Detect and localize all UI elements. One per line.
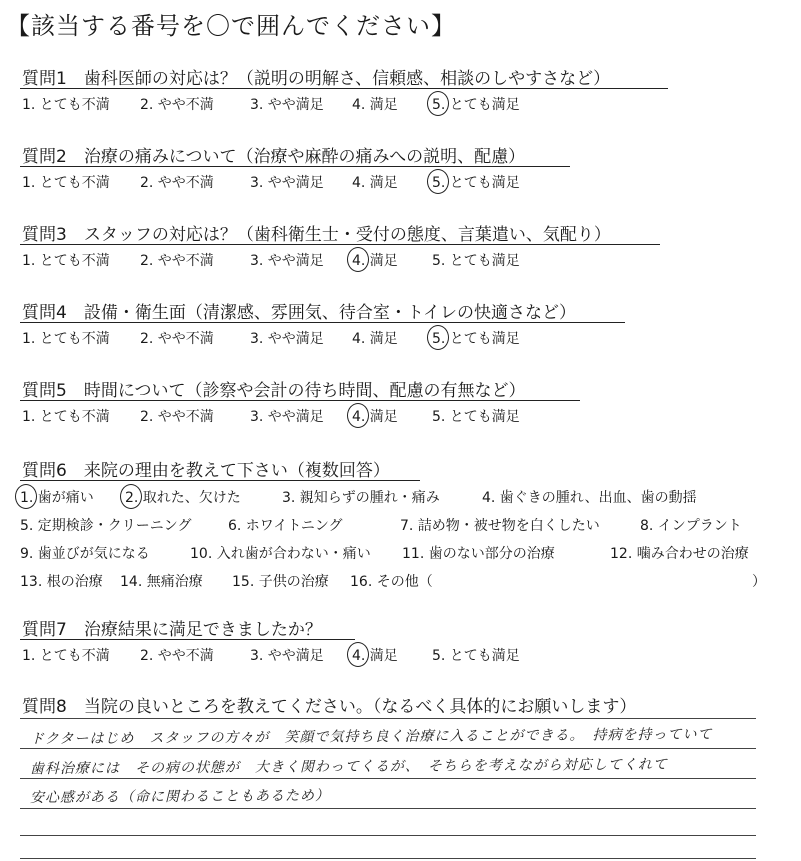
- option-label: 歯並びが気になる: [33, 546, 150, 562]
- reason-option-6[interactable]: [228, 515, 343, 535]
- reason-option-13[interactable]: [20, 571, 103, 591]
- option-number: 7.: [400, 518, 414, 534]
- option-number: 2.: [125, 490, 138, 506]
- option-number: 2.: [140, 648, 154, 664]
- option-number: 1.: [22, 97, 36, 113]
- selected-circle-mark: [347, 247, 369, 272]
- question-1-title: 質問1 歯科医師の対応は？（説明の明解さ、信頼感、相談のしやすさなど）: [22, 69, 611, 89]
- q1-option-2[interactable]: [140, 94, 214, 114]
- q3-option-5[interactable]: [432, 250, 520, 270]
- option-label: 満足: [365, 648, 398, 664]
- q4-option-3[interactable]: [250, 328, 324, 348]
- question-3-title: 質問3 スタッフの対応は？（歯科衛生士・受付の態度、言葉遣い、気配り）: [22, 225, 611, 245]
- q4-option-5[interactable]: [432, 328, 520, 348]
- reason-option-12[interactable]: [610, 543, 749, 563]
- q3-option-3[interactable]: [250, 250, 324, 270]
- answer-line: [20, 718, 756, 719]
- option-number: 10.: [190, 546, 213, 562]
- option-number: 13.: [20, 574, 43, 590]
- option-number: 5.: [432, 97, 445, 113]
- answer-line: [20, 835, 756, 836]
- option-label: とても不満: [35, 97, 110, 113]
- option-number: 5.: [20, 518, 34, 534]
- option-label: 定期検診・クリーニング: [33, 518, 192, 534]
- handwritten-answer-line: 歯科治療には その病の状態が 大きく関わってくるが、 そちらを考えながら対応してくれて: [29, 756, 668, 778]
- q4-option-4[interactable]: [352, 328, 398, 348]
- option-label: とても不満: [35, 648, 110, 664]
- option-number: 1.: [22, 409, 36, 425]
- option-label: とても満足: [445, 175, 520, 191]
- q1-option-5[interactable]: [432, 94, 520, 114]
- option-label: 満足: [365, 331, 398, 347]
- option-number: 3.: [250, 409, 264, 425]
- answer-line: [20, 748, 756, 749]
- option-label: 満足: [365, 409, 398, 425]
- option-number: 3.: [250, 648, 264, 664]
- option-number: 6.: [228, 518, 242, 534]
- q5-option-3[interactable]: [250, 406, 324, 426]
- q7-option-5[interactable]: [432, 645, 520, 665]
- question-underline: [20, 480, 420, 481]
- option-number: 2.: [140, 409, 154, 425]
- option-number: 9.: [20, 546, 34, 562]
- q4-option-2[interactable]: [140, 328, 214, 348]
- option-label: 歯ぐきの腫れ、出血、歯の動揺: [495, 490, 697, 506]
- q3-option-2[interactable]: [140, 250, 214, 270]
- option-label: やや不満: [153, 409, 214, 425]
- option-label: やや満足: [263, 253, 324, 269]
- question-underline: [20, 88, 668, 89]
- option-label: やや満足: [263, 97, 324, 113]
- option-label: 取れた、欠けた: [138, 490, 241, 506]
- q3-option-4[interactable]: [352, 250, 398, 270]
- option-label: やや満足: [263, 175, 324, 191]
- option-number: 3.: [250, 331, 264, 347]
- q7-option-3[interactable]: [250, 645, 324, 665]
- option-number: 3.: [250, 97, 264, 113]
- option-number: 1.: [22, 648, 36, 664]
- reason-option-1[interactable]: [20, 487, 94, 507]
- option-number: 5.: [432, 331, 445, 347]
- option-number: 11.: [402, 546, 425, 562]
- option-label: やや不満: [153, 97, 214, 113]
- q5-option-5[interactable]: [432, 406, 520, 426]
- q7-option-4[interactable]: [352, 645, 398, 665]
- option-number: 2.: [140, 97, 154, 113]
- handwritten-answer-line: 安心感がある（命に関わることもあるため）: [29, 787, 331, 807]
- reason-option-11[interactable]: [402, 543, 555, 563]
- option-number: 4.: [352, 409, 365, 425]
- option-number: 3.: [282, 490, 296, 506]
- reason-option-9[interactable]: [20, 543, 150, 563]
- selected-circle-mark: [427, 325, 449, 350]
- option-label: 歯のない部分の治療: [424, 546, 555, 562]
- q2-option-5[interactable]: [432, 172, 520, 192]
- option-label: 満足: [365, 253, 398, 269]
- reason-close-paren: ）: [752, 574, 766, 590]
- option-label: 無痛治療: [142, 574, 203, 590]
- option-label: とても不満: [35, 175, 110, 191]
- question-8-title: 質問8 当院の良いところを教えてください。（なるべく具体的にお願いします）: [22, 697, 637, 717]
- option-label: その他（: [372, 574, 433, 590]
- option-label: とても満足: [445, 648, 520, 664]
- option-label: とても不満: [35, 331, 110, 347]
- option-number: 4.: [352, 97, 366, 113]
- option-number: 5.: [432, 175, 445, 191]
- question-6-title: 質問6 来院の理由を教えて下さい（複数回答）: [22, 461, 390, 481]
- option-number: 4.: [352, 648, 365, 664]
- q1-option-4[interactable]: [352, 94, 398, 114]
- option-label: やや満足: [263, 409, 324, 425]
- option-label: 入れ歯が合わない・痛い: [212, 546, 371, 562]
- option-number: 12.: [610, 546, 633, 562]
- q1-option-3[interactable]: [250, 94, 324, 114]
- q3-option-1[interactable]: [22, 250, 110, 270]
- option-number: 5.: [432, 648, 446, 664]
- selected-circle-mark: [427, 91, 449, 116]
- option-label: 噛み合わせの治療: [632, 546, 749, 562]
- option-label: 歯が痛い: [33, 490, 94, 506]
- option-number: 4.: [352, 253, 365, 269]
- option-label: インプラント: [653, 518, 742, 534]
- question-underline: [20, 322, 625, 323]
- option-label: やや不満: [153, 648, 214, 664]
- question-underline: [20, 166, 570, 167]
- option-label: とても満足: [445, 253, 520, 269]
- option-label: やや不満: [153, 175, 214, 191]
- reason-option-8[interactable]: [640, 515, 742, 535]
- q5-option-1[interactable]: [22, 406, 110, 426]
- option-label: 満足: [365, 97, 398, 113]
- option-label: やや不満: [153, 331, 214, 347]
- option-number: 4.: [352, 331, 366, 347]
- option-number: 1.: [22, 175, 36, 191]
- answer-line: [20, 808, 756, 809]
- option-label: やや満足: [263, 331, 324, 347]
- option-label: とても満足: [445, 97, 520, 113]
- option-number: 2.: [140, 331, 154, 347]
- option-label: とても不満: [35, 409, 110, 425]
- option-label: やや不満: [153, 253, 214, 269]
- option-number: 4.: [482, 490, 496, 506]
- q2-option-3[interactable]: [250, 172, 324, 192]
- q7-option-1[interactable]: [22, 645, 110, 665]
- option-number: 15.: [232, 574, 255, 590]
- option-label: ホワイトニング: [241, 518, 343, 534]
- question-7-title: 質問7 治療結果に満足できましたか？: [22, 620, 322, 640]
- q2-option-1[interactable]: [22, 172, 110, 192]
- option-label: とても満足: [445, 409, 520, 425]
- reason-option-7[interactable]: [400, 515, 600, 535]
- option-number: 2.: [140, 175, 154, 191]
- reason-option-3[interactable]: [282, 487, 440, 507]
- q1-option-1[interactable]: [22, 94, 110, 114]
- question-underline: [20, 244, 660, 245]
- reason-option-16[interactable]: [350, 571, 433, 591]
- q4-option-1[interactable]: [22, 328, 110, 348]
- question-2-title: 質問2 治療の痛みについて（治療や麻酔の痛みへの説明、配慮）: [22, 147, 526, 167]
- option-number: 5.: [432, 409, 446, 425]
- selected-circle-mark: [120, 484, 142, 509]
- option-label: とても満足: [445, 331, 520, 347]
- option-number: 14.: [120, 574, 143, 590]
- answer-line: [20, 778, 756, 779]
- q5-option-2[interactable]: [140, 406, 214, 426]
- question-underline: [20, 639, 355, 640]
- option-number: 1.: [22, 331, 36, 347]
- reason-option-2[interactable]: [125, 487, 241, 507]
- option-number: 3.: [250, 175, 264, 191]
- q2-option-4[interactable]: [352, 172, 398, 192]
- selected-circle-mark: [347, 403, 369, 428]
- option-number: 1.: [20, 490, 33, 506]
- option-label: 詰め物・被せ物を白くしたい: [413, 518, 600, 534]
- q7-option-2[interactable]: [140, 645, 214, 665]
- question-4-title: 質問4 設備・衛生面（清潔感、雰囲気、待合室・トイレの快適さなど）: [22, 303, 576, 323]
- question-5-title: 質問5 時間について（診察や会計の待ち時間、配慮の有無など）: [22, 381, 526, 401]
- option-number: 1.: [22, 253, 36, 269]
- question-underline: [20, 400, 580, 401]
- reason-option-4[interactable]: [482, 487, 697, 507]
- q2-option-2[interactable]: [140, 172, 214, 192]
- selected-circle-mark: [347, 642, 369, 667]
- option-number: 5.: [432, 253, 446, 269]
- option-number: 16.: [350, 574, 373, 590]
- instruction-heading: 【該当する番号を〇で囲んでください】: [6, 12, 456, 40]
- option-number: 2.: [140, 253, 154, 269]
- option-label: やや満足: [263, 648, 324, 664]
- selected-circle-mark: [15, 484, 37, 509]
- option-label: 親知らずの腫れ・痛み: [295, 490, 440, 506]
- option-number: 8.: [640, 518, 654, 534]
- answer-line: [20, 858, 756, 859]
- handwritten-answer-line: ドクターはじめ スタッフの方々が 笑顔で気持ち良く治療に入ることができる。 持病を持っていて: [29, 726, 713, 748]
- option-label: 根の治療: [42, 574, 103, 590]
- reason-option-10[interactable]: [190, 543, 371, 563]
- option-label: とても不満: [35, 253, 110, 269]
- reason-option-5[interactable]: [20, 515, 192, 535]
- reason-option-14[interactable]: [120, 571, 203, 591]
- option-number: 3.: [250, 253, 264, 269]
- reason-option-15[interactable]: [232, 571, 329, 591]
- option-label: 子供の治療: [254, 574, 329, 590]
- selected-circle-mark: [427, 169, 449, 194]
- option-number: 4.: [352, 175, 366, 191]
- option-label: 満足: [365, 175, 398, 191]
- q5-option-4[interactable]: [352, 406, 398, 426]
